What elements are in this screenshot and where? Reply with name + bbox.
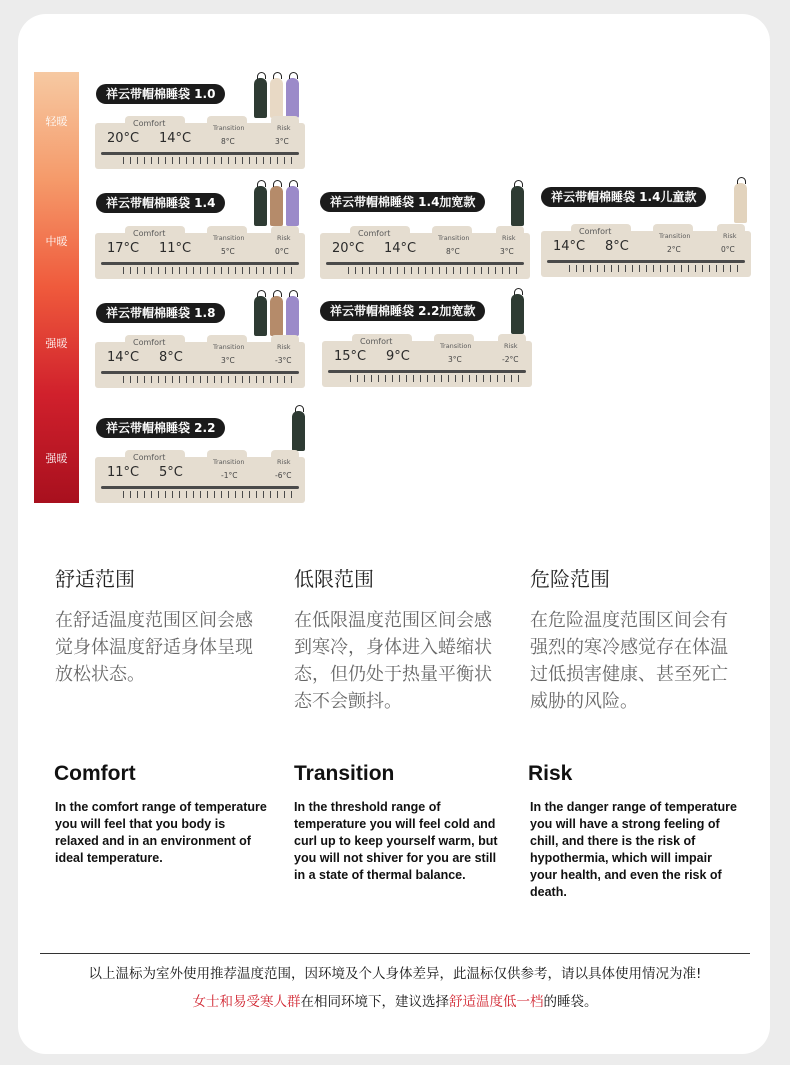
comfort-label: Comfort bbox=[133, 119, 166, 128]
product-tag-2-2: 祥云带帽棉睡袋 2.2 bbox=[96, 418, 225, 438]
product-tag-2-2-wide: 祥云带帽棉睡袋 2.2加宽款 bbox=[320, 301, 485, 321]
sleeping-bag-icon bbox=[286, 186, 299, 226]
temperature-gauge bbox=[95, 229, 305, 279]
comfort-low-value: 20°C bbox=[107, 131, 140, 146]
transition-value: -1°C bbox=[221, 471, 238, 480]
gauge-ticks bbox=[123, 376, 297, 383]
footer-note: 以上温标为室外使用推荐温度范围，因环境及个人身体差异，此温标仅供参考，请以具体使用情况为准! bbox=[88, 966, 702, 982]
sleeping-bag-icon bbox=[511, 186, 524, 226]
gauge-line bbox=[328, 370, 526, 373]
sleeping-bag-icon bbox=[254, 78, 267, 118]
advice-text-end: 的睡袋。 bbox=[543, 994, 598, 1010]
sleeping-bag-icon bbox=[734, 183, 747, 223]
risk-label: Risk bbox=[277, 458, 291, 466]
comfort-body-en: In the comfort range of temperature you will feel that you body is relaxed and in an environment of ideal temperature. bbox=[55, 800, 267, 865]
comfort-low-value: 15°C bbox=[334, 349, 367, 364]
transition-label: Transition bbox=[213, 124, 245, 132]
transition-body-en: In the threshold range of temperature you will feel cold and curl up to keep yourself warm, but you will not shiver for you are still in a state of thermal balance. bbox=[294, 800, 498, 882]
temperature-gauge bbox=[95, 453, 305, 503]
risk-body-zh: 在危险温度范围区间会有强烈的寒冷感觉存在体温过低损害健康、甚至死亡威胁的风险。 bbox=[530, 610, 728, 712]
product-tag-1-4-kids: 祥云带帽棉睡袋 1.4儿童款 bbox=[541, 187, 706, 207]
gauge-ticks bbox=[123, 157, 297, 164]
transition-value: 2°C bbox=[667, 245, 681, 254]
sleeping-bag-icon bbox=[254, 186, 267, 226]
comfort-label: Comfort bbox=[133, 338, 166, 347]
transition-value: 5°C bbox=[221, 247, 235, 256]
advice-highlight-rating: 舒适温度低一档 bbox=[449, 994, 544, 1010]
transition-title-en: Transition bbox=[294, 762, 395, 785]
transition-label: Transition bbox=[659, 232, 691, 240]
transition-value: 8°C bbox=[221, 137, 235, 146]
risk-value: 0°C bbox=[275, 247, 289, 256]
gauge-line bbox=[547, 260, 745, 263]
comfort-label: Comfort bbox=[579, 227, 612, 236]
comfort-low-value: 14°C bbox=[553, 239, 586, 254]
risk-body-en: In the danger range of temperature you will have a strong feeling of chill, and there is the risk of hypothermia, which will impair your health, and even the risk of death. bbox=[530, 800, 737, 899]
risk-value: 3°C bbox=[500, 247, 514, 256]
product-tag-1-4: 祥云带帽棉睡袋 1.4 bbox=[96, 193, 225, 213]
risk-value: -6°C bbox=[275, 471, 292, 480]
gauge-line bbox=[326, 262, 524, 265]
transition-body-zh: 在低限温度范围区间会感到寒冷，身体进入蜷缩状态，但仍处于热量平衡状态不会颤抖。 bbox=[294, 610, 492, 712]
comfort-label: Comfort bbox=[133, 453, 166, 462]
transition-label: Transition bbox=[438, 234, 470, 242]
color-swatches-1-8 bbox=[254, 296, 299, 336]
sleeping-bag-icon bbox=[270, 78, 283, 118]
risk-value: -2°C bbox=[502, 355, 519, 364]
comfort-high-value: 14°C bbox=[384, 241, 417, 256]
risk-label: Risk bbox=[277, 234, 291, 242]
sleeping-bag-icon bbox=[254, 296, 267, 336]
gauge-ticks bbox=[569, 265, 743, 272]
sleeping-bag-icon bbox=[292, 411, 305, 451]
advice-text: 在相同环境下，建议选择 bbox=[300, 994, 449, 1010]
gauge-ticks bbox=[348, 267, 522, 274]
color-swatches-2-2 bbox=[292, 411, 305, 451]
advice-highlight-group: 女士和易受寒人群 bbox=[192, 994, 301, 1010]
warmth-scale-bar bbox=[34, 72, 79, 503]
transition-label: Transition bbox=[213, 343, 245, 351]
comfort-label: Comfort bbox=[360, 337, 393, 346]
transition-label: Transition bbox=[213, 234, 245, 242]
risk-title-en: Risk bbox=[528, 762, 573, 785]
risk-label: Risk bbox=[502, 234, 516, 242]
risk-title-zh: 危险范围 bbox=[530, 567, 610, 591]
gauge-ticks bbox=[123, 267, 297, 274]
gauge-line bbox=[101, 152, 299, 155]
transition-label: Transition bbox=[213, 458, 245, 466]
warmth-label-medium: 中暖 bbox=[45, 235, 68, 248]
risk-label: Risk bbox=[504, 342, 518, 350]
sleeping-bag-icon bbox=[511, 294, 524, 334]
risk-value: 3°C bbox=[275, 137, 289, 146]
gauge-line bbox=[101, 371, 299, 374]
risk-label: Risk bbox=[723, 232, 737, 240]
comfort-low-value: 14°C bbox=[107, 350, 140, 365]
comfort-high-value: 11°C bbox=[159, 241, 192, 256]
gauge-ticks bbox=[350, 375, 524, 382]
warmth-label-strong: 强暖 bbox=[45, 337, 68, 350]
risk-value: -3°C bbox=[275, 356, 292, 365]
gauge-ticks bbox=[123, 491, 297, 498]
transition-value: 3°C bbox=[448, 355, 462, 364]
temperature-gauge bbox=[95, 338, 305, 388]
temperature-gauge bbox=[541, 227, 751, 277]
gauge-line bbox=[101, 262, 299, 265]
color-swatches-1-4-kids bbox=[734, 183, 747, 223]
sleeping-bag-icon bbox=[270, 296, 283, 336]
warmth-label-light: 轻暖 bbox=[45, 115, 68, 128]
sleeping-bag-icon bbox=[286, 78, 299, 118]
risk-label: Risk bbox=[277, 124, 291, 132]
product-tag-1-0: 祥云带帽棉睡袋 1.0 bbox=[96, 84, 225, 104]
comfort-high-value: 8°C bbox=[605, 239, 629, 254]
comfort-body-zh: 在舒适温度范围区间会感觉身体温度舒适身体呈现放松状态。 bbox=[55, 610, 253, 685]
sleeping-bag-icon bbox=[270, 186, 283, 226]
comfort-low-value: 17°C bbox=[107, 241, 140, 256]
temperature-gauge bbox=[95, 119, 305, 169]
risk-value: 0°C bbox=[721, 245, 735, 254]
transition-label: Transition bbox=[440, 342, 472, 350]
color-swatches-1-0 bbox=[254, 78, 299, 118]
comfort-high-value: 8°C bbox=[159, 350, 183, 365]
comfort-label: Comfort bbox=[358, 229, 391, 238]
comfort-high-value: 14°C bbox=[159, 131, 192, 146]
transition-value: 3°C bbox=[221, 356, 235, 365]
comfort-low-value: 20°C bbox=[332, 241, 365, 256]
footer-divider bbox=[40, 953, 750, 954]
color-swatches-1-4 bbox=[254, 186, 299, 226]
comfort-title-zh: 舒适范围 bbox=[55, 567, 135, 591]
color-swatches-2-2-wide bbox=[511, 294, 524, 334]
comfort-high-value: 9°C bbox=[386, 349, 410, 364]
sleeping-bag-icon bbox=[286, 296, 299, 336]
comfort-high-value: 5°C bbox=[159, 465, 183, 480]
comfort-label: Comfort bbox=[133, 229, 166, 238]
footer-advice bbox=[40, 990, 750, 1010]
temperature-gauge bbox=[320, 229, 530, 279]
warmth-label-strong-2: 强暖 bbox=[45, 452, 68, 465]
comfort-low-value: 11°C bbox=[107, 465, 140, 480]
product-tag-1-8: 祥云带帽棉睡袋 1.8 bbox=[96, 303, 225, 323]
transition-title-zh: 低限范围 bbox=[294, 567, 374, 591]
transition-value: 8°C bbox=[446, 247, 460, 256]
risk-label: Risk bbox=[277, 343, 291, 351]
product-tag-1-4-wide: 祥云带帽棉睡袋 1.4加宽款 bbox=[320, 192, 485, 212]
comfort-title-en: Comfort bbox=[54, 762, 136, 785]
temperature-gauge bbox=[322, 337, 532, 387]
gauge-line bbox=[101, 486, 299, 489]
color-swatches-1-4-wide bbox=[511, 186, 524, 226]
